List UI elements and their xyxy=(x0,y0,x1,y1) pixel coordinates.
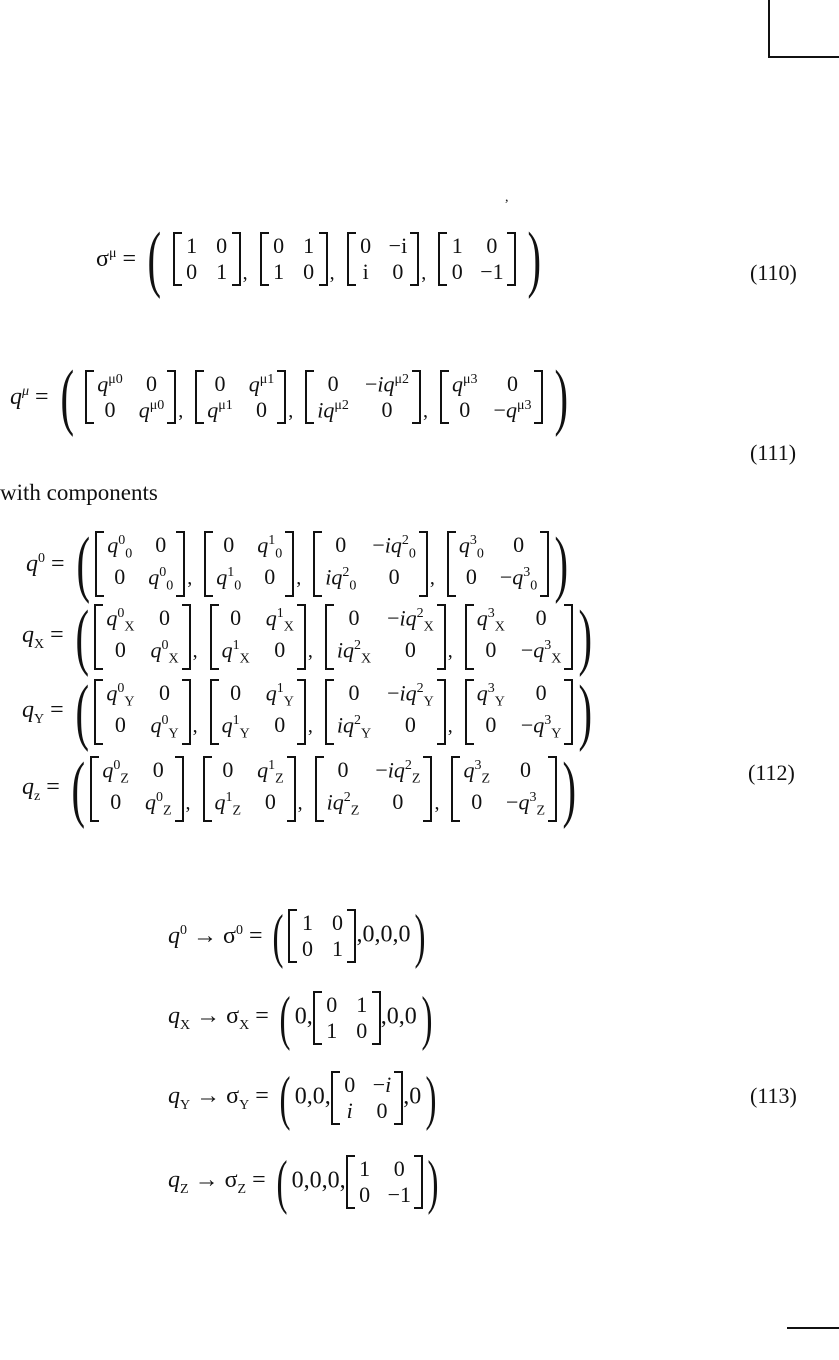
pauli-matrix-3: 1 0 0 −1 xyxy=(346,1155,423,1209)
pauli-matrix-2: 0 −i i 0 xyxy=(331,1071,404,1125)
sigma-matrix-1: 0 1 1 0 xyxy=(260,232,328,286)
q-component-matrix-1-2: 0 $-iq^2_X$ $iq^2_X$ 0 xyxy=(325,604,446,669)
pauli-matrix-1: 0 1 1 0 xyxy=(313,991,381,1045)
corner-rule-top xyxy=(768,56,839,58)
intro-text: with components xyxy=(0,480,158,505)
q-component-matrix-3-3: $q^3_Z$ 0 0 $-q^3_Z$ xyxy=(451,756,557,821)
equation-113-row-1: $q_X \to \sigma_X$ = ( 0, 0 1 1 0 ,0,0) xyxy=(168,985,433,1051)
q-component-matrix-0-1: 0 $q^1_0$ $q^1_0$ 0 xyxy=(204,531,294,596)
q-component-matrix-3-1: 0 $q^1_Z$ $q^1_Z$ 0 xyxy=(203,756,296,821)
pauli-matrix-0: 1 0 0 1 xyxy=(288,909,356,963)
equation-112-row-1: $q_X$ = ( $q^0_X$ 0 0 $q^0_X$ $_,$ 0 $q^1_X$ $q^1_X$ 0 $_,$ 0 $-iq^2_X$ $iq^2_X$ 0 $_,$ $q^3_X$ 0 0 $-q^3_X$ ) xyxy=(22,596,593,678)
q-mu-matrix-1: 0 $q^{\mu 1}$ $q^{\mu 1}$ 0 xyxy=(195,370,286,425)
q-component-matrix-2-2: 0 $-iq^2_Y$ $iq^2_Y$ 0 xyxy=(325,679,446,744)
q-component-matrix-2-1: 0 $q^1_Y$ $q^1_Y$ 0 xyxy=(210,679,306,744)
equation-110: $\sigma^\mu$ = ( 1 0 0 1 $_,$ 0 1 1 0 $_,$ 0 −i i 0 $_,$ 1 0 0 −1 ) xyxy=(96,218,541,300)
q-component-matrix-1-0: $q^0_X$ 0 0 $q^0_X$ xyxy=(94,604,190,669)
equation-number-110: (110) xyxy=(750,260,797,285)
corner-mark-top xyxy=(768,0,770,56)
sigma-matrix-3: 1 0 0 −1 xyxy=(438,232,515,286)
q-component-matrix-0-0: $q^0_0$ 0 0 $q^0_0$ xyxy=(95,531,185,596)
q-component-matrix-3-2: 0 $-iq^2_Z$ $iq^2_Z$ 0 xyxy=(315,756,433,821)
q-mu-matrix-0: $q^{\mu 0}$ 0 0 $q^{\mu 0}$ xyxy=(85,370,176,425)
q-mu-matrix-2: 0 $-iq^{\mu 2}$ $iq^{\mu 2}$ 0 xyxy=(305,370,421,425)
equation-112-row-3: $q_z$ = ( $q^0_Z$ 0 0 $q^0_Z$ $_,$ 0 $q^1_Z$ $q^1_Z$ 0 $_,$ 0 $-iq^2_Z$ $iq^2_Z$ 0 $_,$ $q^3_Z$ 0 0 $-q^3_Z$ ) xyxy=(22,748,577,830)
q-component-matrix-3-0: $q^0_Z$ 0 0 $q^0_Z$ xyxy=(90,756,183,821)
q-component-matrix-2-3: $q^3_Y$ 0 0 $-q^3_Y$ xyxy=(465,679,574,744)
equation-number-113: (113) xyxy=(750,1083,797,1108)
q-component-matrix-1-1: 0 $q^1_X$ $q^1_X$ 0 xyxy=(210,604,306,669)
tick-mark: , xyxy=(505,190,509,205)
q-component-matrix-0-3: $q^3_0$ 0 0 $-q^3_0$ xyxy=(447,531,549,596)
q-mu-matrix-3: $q^{\mu 3}$ 0 0 $-q^{\mu 3}$ xyxy=(440,370,543,425)
equation-113-row-2: $q_Y \to \sigma_Y$ = ( 0,0, 0 −i i 0 ,0) xyxy=(168,1065,437,1131)
equation-112-row-2: $q_Y$ = ( $q^0_Y$ 0 0 $q^0_Y$ $_,$ 0 $q^1_Y$ $q^1_Y$ 0 $_,$ 0 $-iq^2_Y$ $iq^2_Y$ 0 $_,$ $q^3_Y$ 0 0 $-q^3_Y$ ) xyxy=(22,671,593,753)
corner-rule-bottom xyxy=(787,1327,839,1329)
equation-111: $q^\mu$ = ( $q^{\mu 0}$ 0 0 $q^{\mu 0}$ $_,$ 0 $q^{\mu 1}$ $q^{\mu 1}$ 0 $_,$ 0 $-iq^{\mu 2}$ $iq^{\mu 2}$ 0 $_,$ $q^{\mu 3}$ 0 0 $-q^{\mu 3}$ ) xyxy=(10,356,569,438)
equation-113-row-0: $q^0 \to \sigma^0$ = ( 1 0 0 1 ,0,0,0) xyxy=(168,903,426,969)
equation-number-111: (111) xyxy=(750,440,797,465)
equation-number-112: (112) xyxy=(748,760,795,785)
sigma-matrix-2: 0 −i i 0 xyxy=(347,232,420,286)
q-component-matrix-0-2: 0 $-iq^2_0$ $iq^2_0$ 0 xyxy=(313,531,428,596)
equation-112-row-0: $q^0$ = ( $q^0_0$ 0 0 $q^0_0$ $_,$ 0 $q^1_0$ $q^1_0$ 0 $_,$ 0 $-iq^2_0$ $iq^2_0$ 0 $_,$ $q^3_0$ 0 0 $-q^3_0$ ) xyxy=(26,523,569,605)
q-component-matrix-1-3: $q^3_X$ 0 0 $-q^3_X$ xyxy=(465,604,574,669)
equation-113-row-3: $q_Z \to \sigma_Z$ = ( 0,0,0, 1 0 0 −1 ) xyxy=(168,1149,439,1215)
sigma-matrix-0: 1 0 0 1 xyxy=(173,232,241,286)
q-component-matrix-2-0: $q^0_Y$ 0 0 $q^0_Y$ xyxy=(94,679,190,744)
